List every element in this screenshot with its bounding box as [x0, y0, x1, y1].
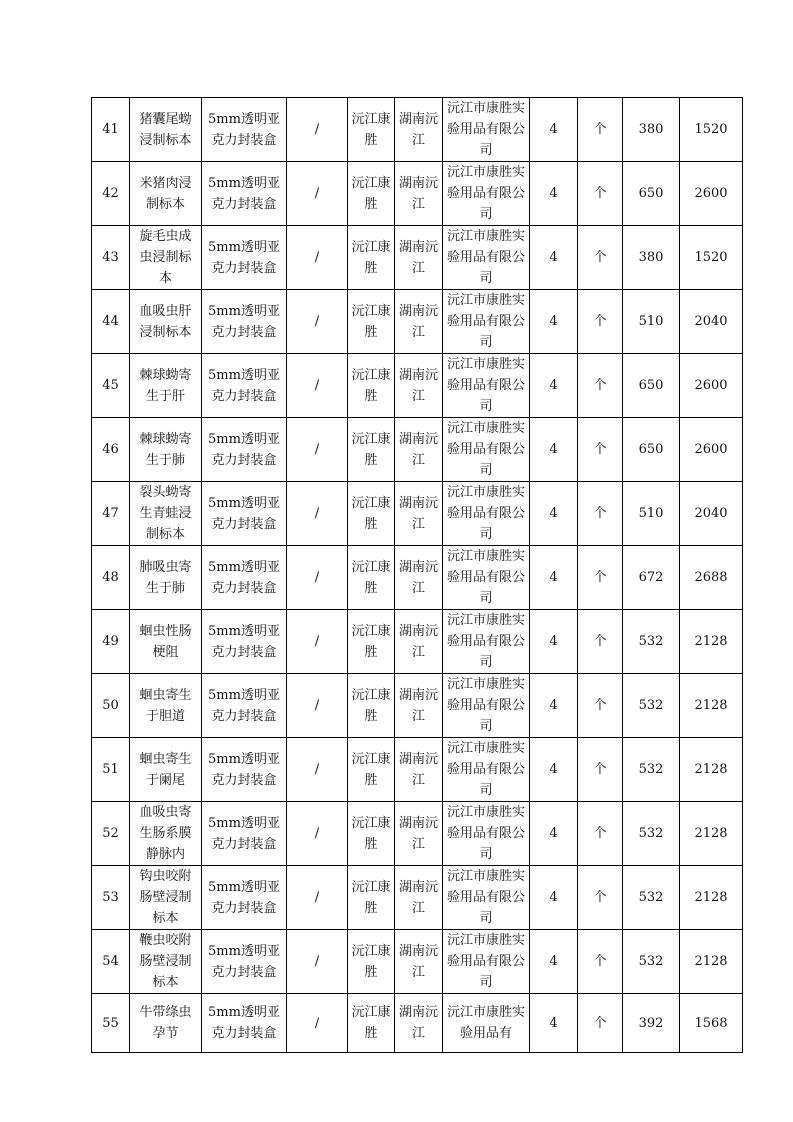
- manufacturer-cell: 沅江市康胜实验用品有限公司: [443, 226, 530, 290]
- table-row: [92, 610, 743, 674]
- model-cell: /: [287, 994, 348, 1053]
- manufacturer-cell: 沅江市康胜实验用品有限公司: [443, 866, 530, 930]
- quantity-cell: 4: [530, 674, 578, 738]
- unit-cell: 个: [578, 866, 623, 930]
- unit-price-cell: 380: [623, 226, 680, 290]
- row-number-cell: 53: [92, 866, 130, 930]
- item-name-cell: 裂头蚴寄生青蛙浸制标本: [130, 482, 202, 546]
- manufacturer-cell: 沅江市康胜实验用品有: [443, 994, 530, 1053]
- quantity-cell: 4: [530, 162, 578, 226]
- origin-cell: 湖南沅江: [395, 546, 443, 610]
- origin-cell: 湖南沅江: [395, 354, 443, 418]
- unit-price-cell: 510: [623, 290, 680, 354]
- unit-price-cell: 380: [623, 98, 680, 162]
- total-price-cell: 2600: [680, 418, 743, 482]
- spec-cell: 5mm透明亚克力封装盒: [202, 802, 287, 866]
- manufacturer-cell: 沅江市康胜实验用品有限公司: [443, 738, 530, 802]
- origin-cell: 湖南沅江: [395, 738, 443, 802]
- unit-cell: 个: [578, 162, 623, 226]
- quantity-cell: 4: [530, 930, 578, 994]
- quantity-cell: 4: [530, 98, 578, 162]
- table-row: [92, 930, 743, 994]
- unit-cell: 个: [578, 738, 623, 802]
- total-price-cell: 1520: [680, 226, 743, 290]
- unit-price-cell: 650: [623, 418, 680, 482]
- origin-cell: 湖南沅江: [395, 994, 443, 1053]
- spec-cell: 5mm透明亚克力封装盒: [202, 98, 287, 162]
- model-cell: /: [287, 226, 348, 290]
- table-row: [92, 994, 743, 1053]
- item-name-cell: 鞭虫咬附肠壁浸制标本: [130, 930, 202, 994]
- row-number-cell: 52: [92, 802, 130, 866]
- quantity-cell: 4: [530, 354, 578, 418]
- spec-cell: 5mm透明亚克力封装盒: [202, 674, 287, 738]
- row-number-cell: 43: [92, 226, 130, 290]
- row-number-cell: 48: [92, 546, 130, 610]
- total-price-cell: 2128: [680, 738, 743, 802]
- quantity-cell: 4: [530, 610, 578, 674]
- unit-price-cell: 532: [623, 866, 680, 930]
- row-number-cell: 45: [92, 354, 130, 418]
- table-row: [92, 290, 743, 354]
- origin-cell: 湖南沅江: [395, 162, 443, 226]
- item-name-cell: 蛔虫寄生于阑尾: [130, 738, 202, 802]
- row-number-cell: 51: [92, 738, 130, 802]
- model-cell: /: [287, 290, 348, 354]
- brand-cell: 沅江康胜: [348, 674, 395, 738]
- row-number-cell: 47: [92, 482, 130, 546]
- spec-cell: 5mm透明亚克力封装盒: [202, 162, 287, 226]
- total-price-cell: 2128: [680, 930, 743, 994]
- total-price-cell: 2600: [680, 162, 743, 226]
- origin-cell: 湖南沅江: [395, 418, 443, 482]
- manufacturer-cell: 沅江市康胜实验用品有限公司: [443, 802, 530, 866]
- product-table: [91, 97, 743, 1053]
- unit-cell: 个: [578, 290, 623, 354]
- brand-cell: 沅江康胜: [348, 994, 395, 1053]
- brand-cell: 沅江康胜: [348, 162, 395, 226]
- item-name-cell: 米猪肉浸制标本: [130, 162, 202, 226]
- item-name-cell: 旋毛虫成虫浸制标本: [130, 226, 202, 290]
- manufacturer-cell: 沅江市康胜实验用品有限公司: [443, 162, 530, 226]
- item-name-cell: 肺吸虫寄生于肺: [130, 546, 202, 610]
- table-row: [92, 482, 743, 546]
- model-cell: /: [287, 354, 348, 418]
- unit-cell: 个: [578, 930, 623, 994]
- unit-cell: 个: [578, 482, 623, 546]
- table-body: [92, 98, 743, 1053]
- spec-cell: 5mm透明亚克力封装盒: [202, 738, 287, 802]
- unit-cell: 个: [578, 226, 623, 290]
- model-cell: /: [287, 418, 348, 482]
- manufacturer-cell: 沅江市康胜实验用品有限公司: [443, 354, 530, 418]
- quantity-cell: 4: [530, 994, 578, 1053]
- model-cell: /: [287, 866, 348, 930]
- brand-cell: 沅江康胜: [348, 738, 395, 802]
- origin-cell: 湖南沅江: [395, 290, 443, 354]
- unit-price-cell: 532: [623, 802, 680, 866]
- unit-cell: 个: [578, 802, 623, 866]
- unit-price-cell: 532: [623, 610, 680, 674]
- brand-cell: 沅江康胜: [348, 802, 395, 866]
- model-cell: /: [287, 482, 348, 546]
- row-number-cell: 50: [92, 674, 130, 738]
- item-name-cell: 血吸虫肝浸制标本: [130, 290, 202, 354]
- quantity-cell: 4: [530, 226, 578, 290]
- origin-cell: 湖南沅江: [395, 98, 443, 162]
- row-number-cell: 55: [92, 994, 130, 1053]
- brand-cell: 沅江康胜: [348, 418, 395, 482]
- unit-price-cell: 532: [623, 738, 680, 802]
- spec-cell: 5mm透明亚克力封装盒: [202, 226, 287, 290]
- quantity-cell: 4: [530, 290, 578, 354]
- item-name-cell: 蛔虫性肠梗阻: [130, 610, 202, 674]
- quantity-cell: 4: [530, 802, 578, 866]
- item-name-cell: 猪囊尾蚴浸制标本: [130, 98, 202, 162]
- spec-cell: 5mm透明亚克力封装盒: [202, 610, 287, 674]
- total-price-cell: 2128: [680, 866, 743, 930]
- unit-cell: 个: [578, 98, 623, 162]
- total-price-cell: 2688: [680, 546, 743, 610]
- unit-price-cell: 510: [623, 482, 680, 546]
- unit-price-cell: 392: [623, 994, 680, 1053]
- brand-cell: 沅江康胜: [348, 546, 395, 610]
- unit-price-cell: 672: [623, 546, 680, 610]
- model-cell: /: [287, 930, 348, 994]
- total-price-cell: 1520: [680, 98, 743, 162]
- manufacturer-cell: 沅江市康胜实验用品有限公司: [443, 482, 530, 546]
- item-name-cell: 棘球蚴寄生于肺: [130, 418, 202, 482]
- total-price-cell: 2128: [680, 610, 743, 674]
- manufacturer-cell: 沅江市康胜实验用品有限公司: [443, 930, 530, 994]
- spec-cell: 5mm透明亚克力封装盒: [202, 546, 287, 610]
- manufacturer-cell: 沅江市康胜实验用品有限公司: [443, 98, 530, 162]
- manufacturer-cell: 沅江市康胜实验用品有限公司: [443, 674, 530, 738]
- row-number-cell: 41: [92, 98, 130, 162]
- total-price-cell: 2040: [680, 290, 743, 354]
- quantity-cell: 4: [530, 546, 578, 610]
- spec-cell: 5mm透明亚克力封装盒: [202, 930, 287, 994]
- item-name-cell: 钩虫咬附肠壁浸制标本: [130, 866, 202, 930]
- item-name-cell: 血吸虫寄生肠系膜静脉内: [130, 802, 202, 866]
- origin-cell: 湖南沅江: [395, 610, 443, 674]
- quantity-cell: 4: [530, 418, 578, 482]
- spec-cell: 5mm透明亚克力封装盒: [202, 418, 287, 482]
- unit-price-cell: 650: [623, 162, 680, 226]
- total-price-cell: 2040: [680, 482, 743, 546]
- row-number-cell: 49: [92, 610, 130, 674]
- document-page: [91, 97, 743, 1053]
- row-number-cell: 42: [92, 162, 130, 226]
- item-name-cell: 蛔虫寄生于胆道: [130, 674, 202, 738]
- table-row: [92, 546, 743, 610]
- brand-cell: 沅江康胜: [348, 866, 395, 930]
- manufacturer-cell: 沅江市康胜实验用品有限公司: [443, 290, 530, 354]
- unit-cell: 个: [578, 546, 623, 610]
- quantity-cell: 4: [530, 738, 578, 802]
- unit-cell: 个: [578, 418, 623, 482]
- spec-cell: 5mm透明亚克力封装盒: [202, 354, 287, 418]
- unit-cell: 个: [578, 610, 623, 674]
- brand-cell: 沅江康胜: [348, 226, 395, 290]
- unit-price-cell: 650: [623, 354, 680, 418]
- brand-cell: 沅江康胜: [348, 482, 395, 546]
- model-cell: /: [287, 98, 348, 162]
- brand-cell: 沅江康胜: [348, 930, 395, 994]
- manufacturer-cell: 沅江市康胜实验用品有限公司: [443, 546, 530, 610]
- unit-cell: 个: [578, 994, 623, 1053]
- brand-cell: 沅江康胜: [348, 610, 395, 674]
- quantity-cell: 4: [530, 866, 578, 930]
- model-cell: /: [287, 546, 348, 610]
- model-cell: /: [287, 162, 348, 226]
- spec-cell: 5mm透明亚克力封装盒: [202, 866, 287, 930]
- unit-cell: 个: [578, 354, 623, 418]
- item-name-cell: 牛带绦虫孕节: [130, 994, 202, 1053]
- model-cell: /: [287, 802, 348, 866]
- brand-cell: 沅江康胜: [348, 98, 395, 162]
- table-row: [92, 802, 743, 866]
- row-number-cell: 44: [92, 290, 130, 354]
- spec-cell: 5mm透明亚克力封装盒: [202, 994, 287, 1053]
- spec-cell: 5mm透明亚克力封装盒: [202, 482, 287, 546]
- table-row: [92, 226, 743, 290]
- row-number-cell: 46: [92, 418, 130, 482]
- manufacturer-cell: 沅江市康胜实验用品有限公司: [443, 610, 530, 674]
- origin-cell: 湖南沅江: [395, 482, 443, 546]
- unit-cell: 个: [578, 674, 623, 738]
- table-row: [92, 418, 743, 482]
- total-price-cell: 2128: [680, 674, 743, 738]
- unit-price-cell: 532: [623, 930, 680, 994]
- total-price-cell: 2600: [680, 354, 743, 418]
- table-row: [92, 738, 743, 802]
- table-row: [92, 866, 743, 930]
- table-row: [92, 162, 743, 226]
- origin-cell: 湖南沅江: [395, 930, 443, 994]
- manufacturer-cell: 沅江市康胜实验用品有限公司: [443, 418, 530, 482]
- model-cell: /: [287, 674, 348, 738]
- total-price-cell: 1568: [680, 994, 743, 1053]
- table-row: [92, 354, 743, 418]
- spec-cell: 5mm透明亚克力封装盒: [202, 290, 287, 354]
- brand-cell: 沅江康胜: [348, 290, 395, 354]
- quantity-cell: 4: [530, 482, 578, 546]
- item-name-cell: 棘球蚴寄生于肝: [130, 354, 202, 418]
- origin-cell: 湖南沅江: [395, 226, 443, 290]
- total-price-cell: 2128: [680, 802, 743, 866]
- table-row: [92, 98, 743, 162]
- unit-price-cell: 532: [623, 674, 680, 738]
- origin-cell: 湖南沅江: [395, 802, 443, 866]
- origin-cell: 湖南沅江: [395, 674, 443, 738]
- row-number-cell: 54: [92, 930, 130, 994]
- origin-cell: 湖南沅江: [395, 866, 443, 930]
- model-cell: /: [287, 738, 348, 802]
- model-cell: /: [287, 610, 348, 674]
- brand-cell: 沅江康胜: [348, 354, 395, 418]
- table-row: [92, 674, 743, 738]
